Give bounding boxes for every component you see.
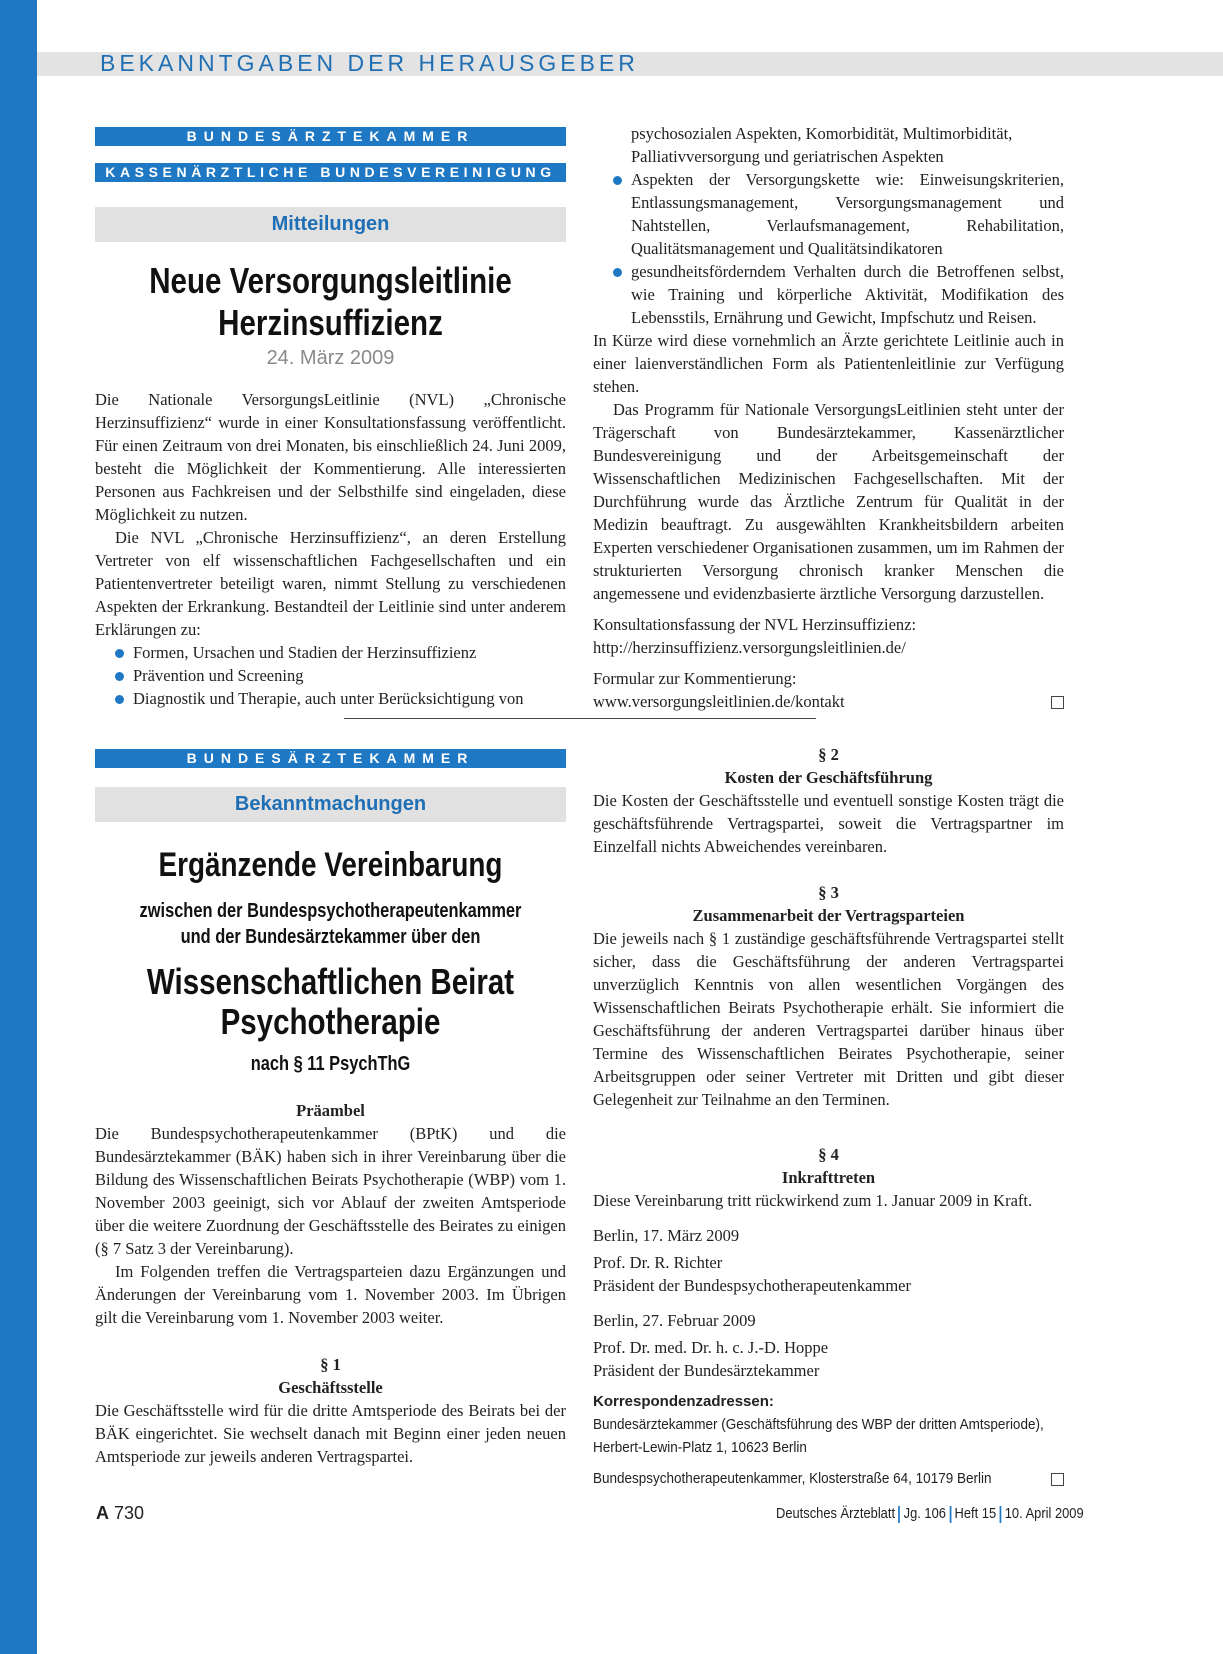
signature-place-date: Berlin, 17. März 2009 bbox=[593, 1226, 740, 1245]
journal-date: 10. April 2009 bbox=[1004, 1505, 1084, 1522]
article1-right-column bbox=[593, 122, 1064, 713]
list-item: Formen, Ursachen und Stadien der Herzinsuffizienz bbox=[95, 641, 566, 664]
section-number: § 4 bbox=[818, 1145, 839, 1164]
journal-volume: Jg. 106 bbox=[903, 1505, 946, 1522]
section-heading: Präambel bbox=[296, 1101, 365, 1120]
separator bbox=[949, 1506, 951, 1523]
section-header: BEKANNTGABEN DER HERAUSGEBER bbox=[100, 50, 639, 76]
journal-issue: Heft 15 bbox=[954, 1505, 997, 1522]
separator bbox=[1000, 1506, 1002, 1523]
list-item: Diagnostik und Therapie, auch unter Berücksichtigung von bbox=[95, 687, 566, 710]
paragraph: Die Geschäftsstelle wird für die dritte Amtsperiode des Beirats bei der BÄK eingerichtet. Sie wechselt danach mit Beginn einer jeden neuen Amtsperiode zur jeweils anderen Vertragspartei. bbox=[95, 1401, 566, 1466]
paragraph: Die jeweils nach § 1 zuständige geschäftsführende Vertragspartei stellt sicher, dass die Geschäftsführung der anderen Vertragspartei unverzüglich Kenntnis von allen wesentlichen Vorgängen des Wissenschaftlichen Beirats Psychotherapie erhält. Sie informiert die Geschäftsführung der anderen Vertragspartei darüber hinaus über Termine des Wissenschaftlichen Beirates Psychotherapie, seiner Arbeitsgruppen oder seiner Vertreter mit Dritten und gibt dieser Gelegenheit zur Teilnahme an den Terminen. bbox=[593, 929, 1064, 1109]
article2-left-column bbox=[95, 1099, 566, 1468]
comment-form-link[interactable]: www.versorgungsleitlinien.de/kontakt bbox=[593, 692, 845, 711]
bullet-list bbox=[95, 641, 566, 710]
list-item: Aspekten der Versorgungskette wie: Einweisungskriterien, Entlassungsmanagement, Versorgungsmanagement und Nahtstellen, Verlaufsmanagement, Rehabilitation, Qualitätsmanagement und Qualitätsindikatoren bbox=[593, 168, 1064, 260]
signature-name: Prof. Dr. med. Dr. h. c. J.-D. Hoppe bbox=[593, 1338, 829, 1357]
list-item: Prävention und Screening bbox=[95, 664, 566, 687]
subtitle-line-2: und der Bundesärztekammer über den bbox=[180, 926, 481, 948]
link-label: Formular zur Kommentierung: bbox=[593, 669, 797, 688]
signature-title: Präsident der Bundespsychotherapeutenkammer bbox=[593, 1276, 911, 1295]
consultation-link[interactable]: http://herzinsuffizienz.versorgungsleitlinien.de/ bbox=[593, 638, 906, 657]
article2-right-column bbox=[593, 743, 1064, 1490]
paragraph: Die Kosten der Geschäftsstelle und eventuell sonstige Kosten trägt die geschäftsführende Vertragspartei, soweit die Vertragspartner im Einzelfall nichts Abweichendes vereinbaren. bbox=[593, 791, 1064, 856]
article-title: Ergänzende Vereinbarung bbox=[158, 846, 503, 884]
correspondence-heading: Korrespondenzadressen: bbox=[593, 1393, 774, 1410]
bullet-list bbox=[593, 168, 1064, 329]
correspondence-address: Bundesärztekammer (Geschäftsführung des WBP der dritten Amtsperiode), bbox=[593, 1416, 1044, 1433]
paragraph: Diese Vereinbarung tritt rückwirkend zum 1. Januar 2009 in Kraft. bbox=[593, 1191, 1033, 1210]
section-heading: Kosten der Geschäftsführung bbox=[724, 768, 933, 787]
paragraph: In Kürze wird diese vornehmlich an Ärzte gerichtete Leitlinie auch in einer laienverständlichen Form als Patientenleitlinie zur Verfügung stehen. bbox=[593, 331, 1064, 396]
list-item: gesundheitsförderndem Verhalten durch die Betroffenen selbst, wie Training und körperliche Aktivität, Modifikation des Lebensstils, Ernährung und Gewicht, Impfschutz und Reisen. bbox=[593, 260, 1064, 329]
bullet-icon bbox=[115, 695, 124, 704]
category-band: Mitteilungen bbox=[95, 207, 566, 242]
publisher-bar-baek: BUNDESÄRZTEKAMMER bbox=[95, 749, 566, 768]
end-mark-icon bbox=[1051, 696, 1064, 709]
paragraph: Die Bundespsychotherapeutenkammer (BPtK) und die Bundesärztekammer (BÄK) haben sich in ihrer Vereinbarung über die Bildung des Wissenschaftlichen Beirats Psychotherapie (WBP) vom 1. November 2003 geeinigt, sich vor Ablauf der zweiten Amtsperiode über die weitere Zuordnung der Geschäftsstelle des Beirates zu einigen (§ 7 Satz 3 der Vereinbarung). bbox=[95, 1124, 566, 1258]
paragraph: Die NVL „Chronische Herzinsuffizienz“, an deren Erstellung Vertreter von elf wissenschaftlichen Fachgesellschaften und ein Patientenvertreter beteiligt waren, nimmt Stellung zu verschiedenen Aspekten der Erkrankung. Bestandteil der Leitlinie sind unter anderem Erklärungen zu: bbox=[95, 528, 566, 639]
section-heading: Inkrafttreten bbox=[781, 1168, 876, 1187]
title-line-1: Neue Versorgungsleitlinie bbox=[149, 260, 512, 301]
bullet-icon bbox=[115, 672, 124, 681]
section-number: § 3 bbox=[818, 883, 839, 902]
signature-title: Präsident der Bundesärztekammer bbox=[593, 1361, 820, 1380]
publisher-bar-baek: BUNDESÄRZTEKAMMER bbox=[95, 127, 566, 146]
title-line-2: Psychotherapie bbox=[220, 1001, 441, 1042]
signature-place-date: Berlin, 27. Februar 2009 bbox=[593, 1311, 756, 1330]
title-line-2: Herzinsuffizienz bbox=[218, 302, 443, 343]
article-divider bbox=[344, 718, 816, 719]
journal-name: Deutsches Ärzteblatt bbox=[776, 1505, 896, 1522]
paragraph: Im Folgenden treffen die Vertragsparteien dazu Ergänzungen und Änderungen der Vereinbarung vom 1. November 2003. Im Übrigen gilt die Vereinbarung vom 1. November 2003 weiter. bbox=[95, 1262, 566, 1327]
bullet-icon bbox=[115, 649, 124, 658]
bullet-icon bbox=[613, 176, 622, 185]
signature-name: Prof. Dr. R. Richter bbox=[593, 1253, 723, 1272]
category-band: Bekanntmachungen bbox=[95, 787, 566, 822]
journal-footer bbox=[776, 1505, 1084, 1523]
article-subtitle bbox=[137, 898, 523, 950]
section-heading: Geschäftsstelle bbox=[278, 1378, 383, 1397]
end-mark-icon bbox=[1051, 1473, 1064, 1486]
article1-left-column bbox=[95, 388, 566, 710]
article-subtitle: nach § 11 PsychThG bbox=[250, 1053, 411, 1075]
subtitle-line-1: zwischen der Bundespsychotherapeutenkammer bbox=[139, 900, 522, 922]
title-line-1: Wissenschaftlichen Beirat bbox=[146, 961, 515, 1002]
article-title-main bbox=[137, 962, 523, 1042]
section-heading: Zusammenarbeit der Vertragsparteien bbox=[692, 906, 965, 925]
article-title bbox=[137, 260, 523, 344]
side-color-stripe bbox=[0, 0, 37, 1654]
correspondence-address: Herbert-Lewin-Platz 1, 10623 Berlin bbox=[593, 1439, 807, 1456]
publisher-bar-kbv: KASSENÄRZTLICHE BUNDESVEREINIGUNG bbox=[95, 163, 566, 182]
correspondence-address: Bundespsychotherapeutenkammer, Klosterstraße 64, 10179 Berlin bbox=[593, 1470, 992, 1487]
paragraph: Die Nationale VersorgungsLeitlinie (NVL) „Chronische Herzinsuffizienz“ wurde in einer Konsultationsfassung veröffentlicht. Für einen Zeitraum von drei Monaten, bis einschließlich 24. Juni 2009, besteht die Möglichkeit der Kommentierung. Alle interessierten Personen aus Fachkreisen und der Selbsthilfe sind eingeladen, diese Möglichkeit zu nutzen. bbox=[95, 390, 566, 524]
article-date: 24. März 2009 bbox=[266, 347, 395, 369]
separator bbox=[898, 1506, 900, 1523]
link-label: Konsultationsfassung der NVL Herzinsuffizienz: bbox=[593, 615, 917, 634]
page-number: A 730 bbox=[96, 1503, 145, 1523]
paragraph: Das Programm für Nationale VersorgungsLeitlinien steht unter der Trägerschaft von Bundesärztekammer, Kassenärztlicher Bundesvereinigung und der Arbeitsgemeinschaft der Wissenschaftlichen Medizinischen Fachgesellschaften. Mit der Durchführung wurde das Ärztliche Zentrum für Qualität in der Medizin beauftragt. Zu ausgewählten Krankheitsbildern arbeiten Experten verschiedener Organisationen zusammen, um im Rahmen der strukturierten Versorgung chronisch kranker Menschen die angemessene und evidenzbasierte ärztliche Versorgung darzustellen. bbox=[593, 400, 1064, 603]
bullet-icon bbox=[613, 268, 622, 277]
section-number: § 2 bbox=[818, 745, 839, 764]
section-number: § 1 bbox=[320, 1355, 341, 1374]
list-item-continuation: psychosozialen Aspekten, Komorbidität, Multimorbidität, Palliativversorgung und geriatrischen Aspekten bbox=[631, 124, 1013, 166]
